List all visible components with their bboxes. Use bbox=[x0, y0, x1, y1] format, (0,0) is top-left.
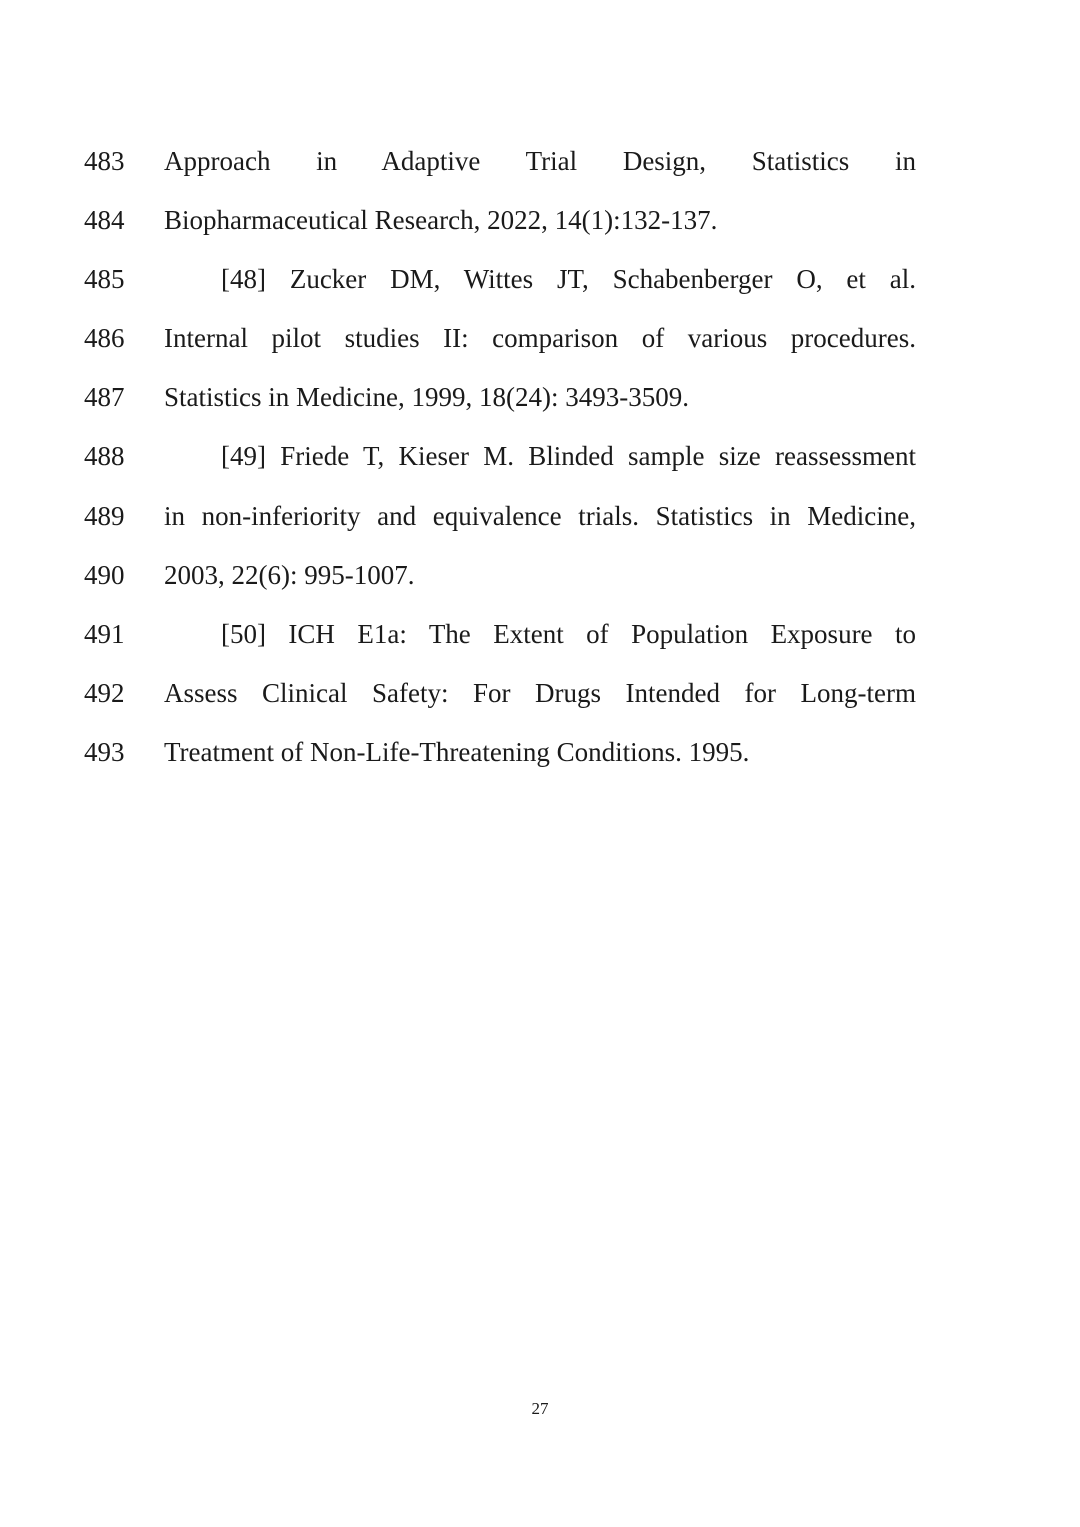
line-number: 484 bbox=[84, 205, 125, 235]
line-text: Treatment of Non-Life-Threatening Conditions. 1995. bbox=[164, 737, 750, 767]
text-line bbox=[0, 377, 1080, 417]
line-text: in non-inferiority and equivalence trials. Statistics in Medicine, bbox=[164, 501, 916, 531]
line-number: 485 bbox=[84, 264, 125, 294]
text-line bbox=[0, 496, 1080, 536]
line-text: Biopharmaceutical Research, 2022, 14(1):132-137. bbox=[164, 205, 718, 235]
text-line bbox=[0, 673, 1080, 713]
text-line bbox=[0, 200, 1080, 240]
line-text: Statistics in Medicine, 1999, 18(24): 3493-3509. bbox=[164, 382, 689, 412]
line-number: 493 bbox=[84, 737, 125, 767]
line-number: 490 bbox=[84, 560, 125, 590]
text-line bbox=[0, 614, 1080, 654]
line-number: 488 bbox=[84, 441, 125, 471]
line-number: 487 bbox=[84, 382, 125, 412]
reference-48-start: [48] Zucker DM, Wittes JT, Schabenberger O, et al. bbox=[221, 264, 916, 294]
line-text: 2003, 22(6): 995-1007. bbox=[164, 560, 415, 590]
text-line bbox=[0, 259, 1080, 299]
line-number: 491 bbox=[84, 619, 125, 649]
text-line bbox=[0, 141, 1080, 181]
line-text: Assess Clinical Safety: For Drugs Intended for Long-term bbox=[164, 678, 916, 708]
line-number: 483 bbox=[84, 146, 125, 176]
text-line bbox=[0, 555, 1080, 595]
line-number: 492 bbox=[84, 678, 125, 708]
line-text: Approach in Adaptive Trial Design, Statistics in bbox=[164, 146, 916, 176]
reference-49-start: [49] Friede T, Kieser M. Blinded sample size reassessment bbox=[221, 441, 916, 471]
text-line bbox=[0, 318, 1080, 358]
line-number: 489 bbox=[84, 501, 125, 531]
text-line bbox=[0, 732, 1080, 772]
reference-50-start: [50] ICH E1a: The Extent of Population Exposure to bbox=[221, 619, 916, 649]
line-number: 486 bbox=[84, 323, 125, 353]
line-text: Internal pilot studies II: comparison of various procedures. bbox=[164, 323, 916, 353]
page-number: 27 bbox=[531, 1399, 549, 1418]
text-line bbox=[0, 436, 1080, 476]
